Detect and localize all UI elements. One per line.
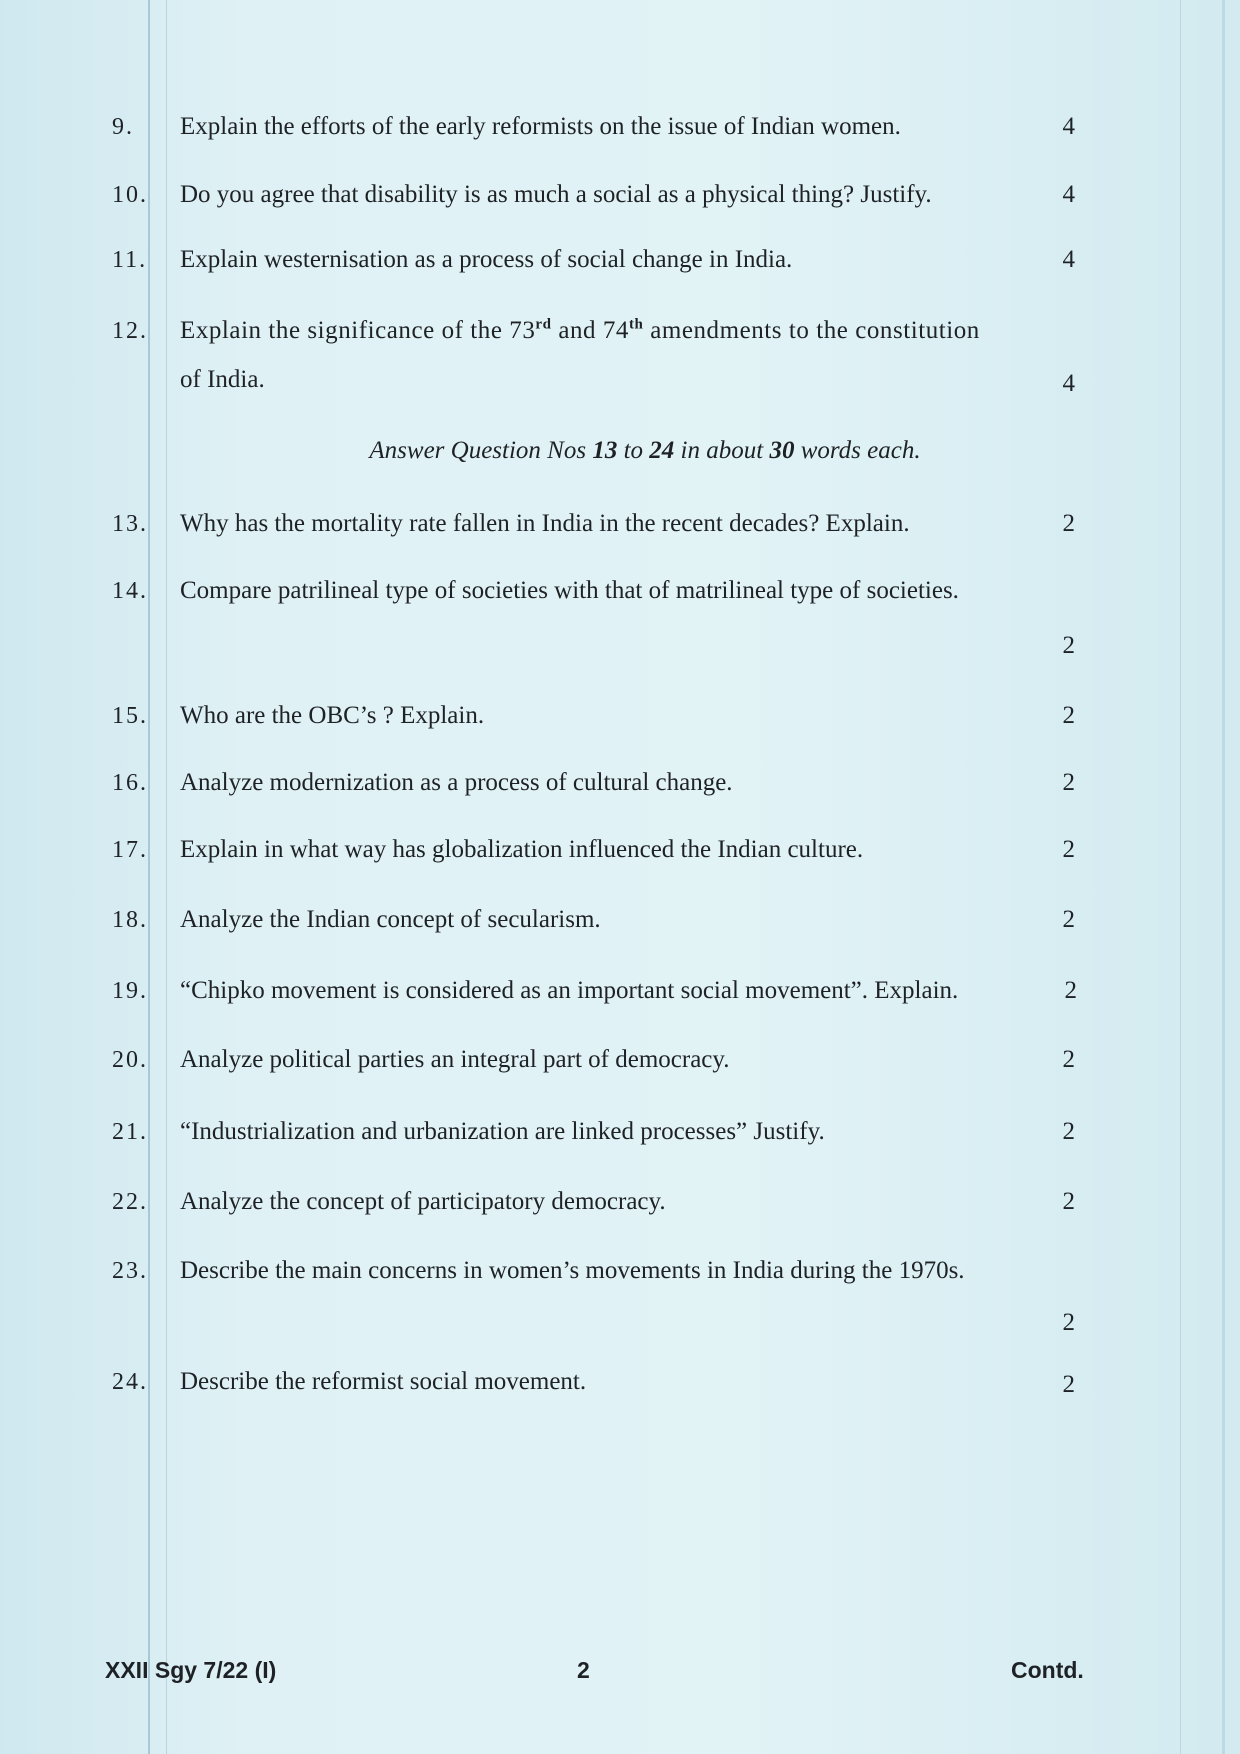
- question-text: Explain in what way has globalization influenced the Indian culture.: [180, 836, 864, 863]
- question-text: Why has the mortality rate fallen in India in the recent decades? Explain.: [180, 510, 910, 537]
- question-marks: 4: [1062, 181, 1075, 208]
- question-text: Explain the efforts of the early reformists on the issue of Indian women.: [180, 113, 901, 140]
- question-marks: 2: [1062, 632, 1075, 659]
- question-marks: 4: [1062, 113, 1075, 140]
- question-number: 24.: [112, 1369, 148, 1395]
- scan-line-right: [1180, 0, 1181, 1754]
- question-number: 22.: [112, 1189, 148, 1215]
- question-number: 23.: [112, 1258, 148, 1284]
- question-text: Who are the OBC’s ? Explain.: [180, 702, 485, 729]
- question-marks: 2: [1062, 702, 1075, 729]
- question-marks: 4: [1062, 246, 1075, 273]
- question-text-line2: of India.: [180, 366, 265, 393]
- page-number: 2: [577, 1657, 590, 1683]
- question-text: Describe the main concerns in women’s movements in India during the 1970s.: [180, 1257, 965, 1284]
- question-marks: 2: [1062, 906, 1075, 933]
- question-text: Analyze the concept of participatory democracy.: [180, 1188, 666, 1215]
- question-text: Explain westernisation as a process of social change in India.: [180, 246, 793, 273]
- continued-label: Contd.: [1011, 1657, 1084, 1683]
- question-number: 9.: [112, 114, 134, 140]
- question-number: 12.: [112, 318, 148, 344]
- margin-line-secondary: [166, 0, 167, 1754]
- question-marks: 2: [1062, 769, 1075, 796]
- scan-edge-right: [1222, 0, 1225, 1754]
- question-marks: 2: [1062, 1309, 1075, 1336]
- question-text: Explain the significance of the 73rd and 74th amendments to the constitution: [180, 316, 980, 344]
- question-number: 17.: [112, 837, 148, 863]
- section-instruction: Answer Question Nos 13 to 24 in about 30 words each.: [369, 437, 921, 464]
- question-number: 14.: [112, 578, 148, 604]
- question-marks: 2: [1062, 836, 1075, 863]
- question-number: 13.: [112, 511, 148, 537]
- question-text: Analyze political parties an integral part of democracy.: [180, 1046, 730, 1073]
- margin-line: [148, 0, 150, 1754]
- question-text: “Chipko movement is considered as an important social movement”. Explain.: [180, 977, 959, 1004]
- question-number: 11.: [112, 247, 148, 273]
- question-number: 16.: [112, 770, 148, 796]
- question-text: Analyze the Indian concept of secularism.: [180, 906, 601, 933]
- question-marks: 2: [1062, 510, 1075, 537]
- question-text: Do you agree that disability is as much a social as a physical thing? Justify.: [180, 181, 932, 208]
- question-marks: 4: [1062, 370, 1075, 397]
- question-number: 18.: [112, 907, 148, 933]
- question-text: Compare patrilineal type of societies with that of matrilineal type of societies.: [180, 577, 959, 604]
- question-text: “Industrialization and urbanization are linked processes” Justify.: [180, 1118, 825, 1145]
- question-number: 21.: [112, 1119, 148, 1145]
- question-marks: 2: [1062, 1188, 1075, 1215]
- question-number: 15.: [112, 703, 148, 729]
- question-marks: 2: [1062, 1371, 1075, 1398]
- paper-code: XXII Sgy 7/22 (I): [105, 1657, 277, 1683]
- question-number: 10.: [112, 182, 148, 208]
- question-marks: 2: [1062, 1118, 1075, 1145]
- question-number: 19.: [112, 978, 148, 1004]
- question-text: Analyze modernization as a process of cultural change.: [180, 769, 733, 796]
- question-number: 20.: [112, 1047, 148, 1073]
- question-marks: 2: [1062, 1046, 1075, 1073]
- question-marks: 2: [1064, 977, 1077, 1004]
- question-text: Describe the reformist social movement.: [180, 1368, 587, 1395]
